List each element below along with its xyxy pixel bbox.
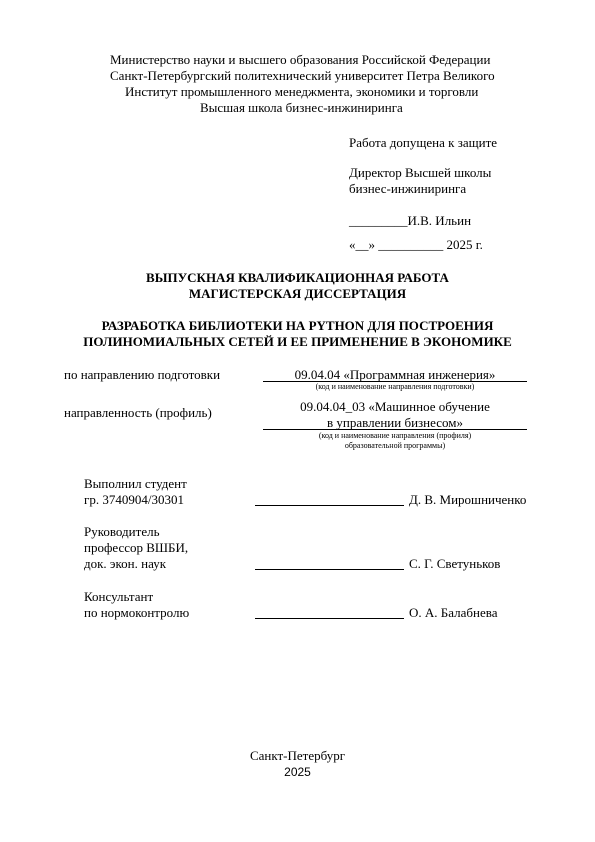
direction-value: 09.04.04 «Программная инженерия» — [294, 367, 496, 382]
supervisor-signature-line — [255, 569, 404, 570]
student-role-line1: Выполнил студент — [84, 476, 187, 491]
consultant-role-line1: Консультант — [84, 589, 154, 604]
profile-caption-line2: образовательной программы) — [344, 441, 446, 450]
work-title-line2: ПОЛИНОМИАЛЬНЫХ СЕТЕЙ И ЕЕ ПРИМЕНЕНИЕ В ЭКОНОМИКЕ — [83, 334, 512, 349]
student-group: гр. 3740904/30301 — [84, 492, 184, 507]
supervisor-name: С. Г. Светуньков — [409, 556, 501, 571]
director-title-line2: бизнес-инжиниринга — [349, 181, 467, 196]
work-type-line2: МАГИСТЕРСКАЯ ДИССЕРТАЦИЯ — [188, 286, 407, 301]
supervisor-role-line1: Руководитель — [84, 524, 160, 539]
profile-label: направленность (профиль) — [64, 405, 212, 420]
student-name: Д. В. Мирошниченко — [409, 492, 527, 507]
consultant-name: О. А. Балабнева — [409, 605, 498, 620]
school-name: Высшая школа бизнес-инжиниринга — [200, 100, 403, 115]
work-type-line1: ВЫПУСКНАЯ КВАЛИФИКАЦИОННАЯ РАБОТА — [146, 270, 449, 285]
footer-year: 2025 — [284, 765, 311, 779]
consultant-signature-line — [255, 618, 404, 619]
signature-blank: _________ — [349, 213, 408, 228]
profile-value-line1: 09.04.04_03 «Машинное обучение — [300, 399, 490, 414]
director-name: И.В. Ильин — [407, 213, 472, 228]
institute-name: Институт промышленного менеджмента, экономики и торговли — [125, 84, 479, 99]
director-title-line1: Директор Высшей школы — [349, 165, 492, 180]
student-signature-line — [255, 505, 404, 506]
profile-value-line2: в управлении бизнесом» — [327, 415, 463, 430]
director-signature — [349, 213, 471, 229]
admitted-text: Работа допущена к защите — [349, 135, 498, 150]
university-name: Санкт-Петербургский политехнический университет Петра Великого — [110, 68, 495, 83]
direction-caption: (код и наименование направления подготовки) — [315, 382, 475, 391]
supervisor-role-line2: профессор ВШБИ, — [84, 540, 189, 555]
profile-caption-line1: (код и наименование направления (профиля) — [318, 431, 472, 440]
consultant-role-line2: по нормоконтролю — [84, 605, 190, 620]
approval-date: «__» __________ 2025 г. — [349, 237, 483, 252]
supervisor-degree: док. экон. наук — [84, 556, 167, 571]
work-title-line1: РАЗРАБОТКА БИБЛИОТЕКИ НА PYTHON ДЛЯ ПОСТРОЕНИЯ — [101, 318, 494, 333]
footer-city: Санкт-Петербург — [249, 748, 346, 763]
direction-label: по направлению подготовки — [64, 367, 221, 382]
profile-underline — [263, 429, 527, 430]
ministry-name: Министерство науки и высшего образования Российской Федерации — [110, 52, 491, 67]
